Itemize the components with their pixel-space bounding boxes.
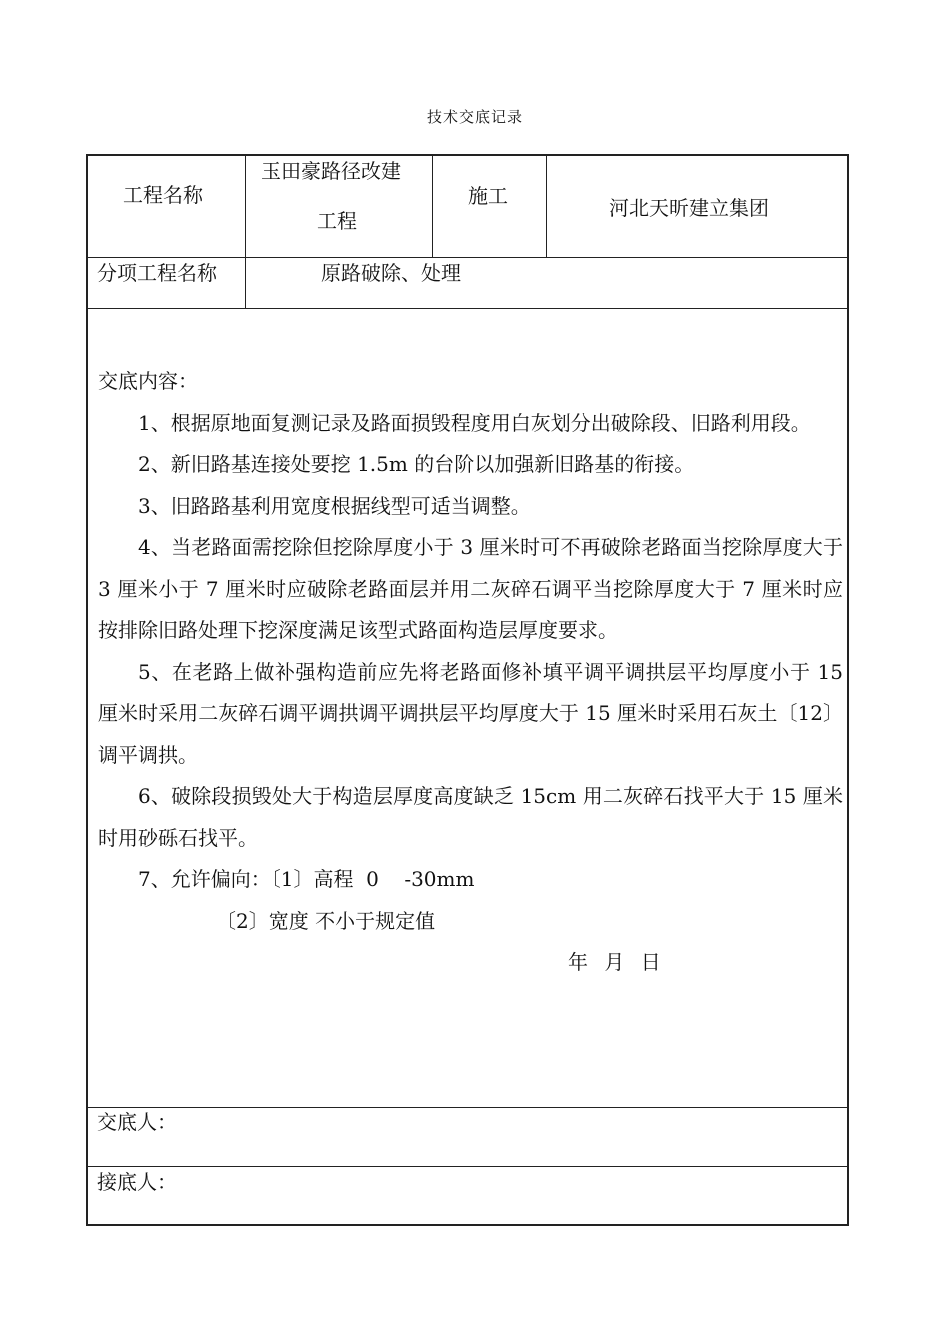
row-divider — [88, 1166, 847, 1167]
date-day: 日 — [640, 950, 661, 974]
content-item-3: 3、旧路路基利用宽度根据线型可适当调整。 — [138, 493, 531, 518]
content-item-6: 6、破除段损毁处大于构造层厚度高度缺乏 15cm 用二灰碎石找平大于 15 厘米时用砂砾石找平。 — [98, 784, 843, 850]
row-divider — [88, 1107, 847, 1108]
handover-by-label: 交底人： — [97, 1110, 177, 1134]
content-item-1: 1、根据原地面复测记录及路面损毁程度用白灰划分出破除段、旧路利用段。 — [138, 410, 811, 435]
column-divider — [546, 156, 547, 257]
project-name-value-line1: 玉田豪路径改建 — [261, 159, 401, 183]
construction-label: 施工 — [468, 184, 508, 208]
date-year: 年 — [568, 950, 588, 974]
disclosure-record-table — [86, 154, 849, 1226]
project-name-label: 工程名称 — [123, 183, 203, 207]
date-month: 月 — [604, 950, 625, 974]
content-item-7: 7、允许偏向：〔1〕高程 0 -30mm — [138, 867, 475, 891]
content-heading: 交底内容： — [98, 369, 198, 393]
tolerance-width: 〔2〕宽度 不小于规定值 — [216, 908, 436, 933]
subitem-value: 原路破除、处理 — [321, 261, 461, 285]
received-by-label: 接底人： — [97, 1170, 177, 1194]
column-divider — [245, 156, 246, 308]
content-item-4: 4、当老路面需挖除但挖除厚度小于 3 厘米时可不再破除老路面当挖除厚度大于 3 厘米小于 7 厘米时应破除老路面层并用二灰碎石调平当挖除厚度大于 7 厘米时应按排除旧路处理下挖深度满足该型式路面构造层厚度要求。 — [98, 535, 843, 642]
construction-unit-value: 河北天昕建立集团 — [609, 196, 769, 220]
project-name-value-line2: 工程 — [317, 209, 357, 233]
column-divider — [432, 156, 433, 257]
row-divider — [88, 308, 847, 309]
subitem-label: 分项工程名称 — [97, 261, 217, 285]
date-line — [98, 942, 843, 984]
content-item-2: 2、新旧路基连接处要挖 1.5m 的台阶以加强新旧路基的衔接。 — [138, 452, 695, 476]
content-item-5: 5、在老路上做补强构造前应先将老路面修补填平调平调拱层平均厚度小于 15 厘米时采用二灰碎石调平调拱调平调拱层平均厚度大于 15 厘米时采用石灰土〔12〕调平调拱。 — [98, 659, 843, 767]
disclosure-content — [98, 361, 843, 984]
document-title: 技术交底记录 — [426, 108, 523, 126]
row-divider — [88, 257, 847, 258]
